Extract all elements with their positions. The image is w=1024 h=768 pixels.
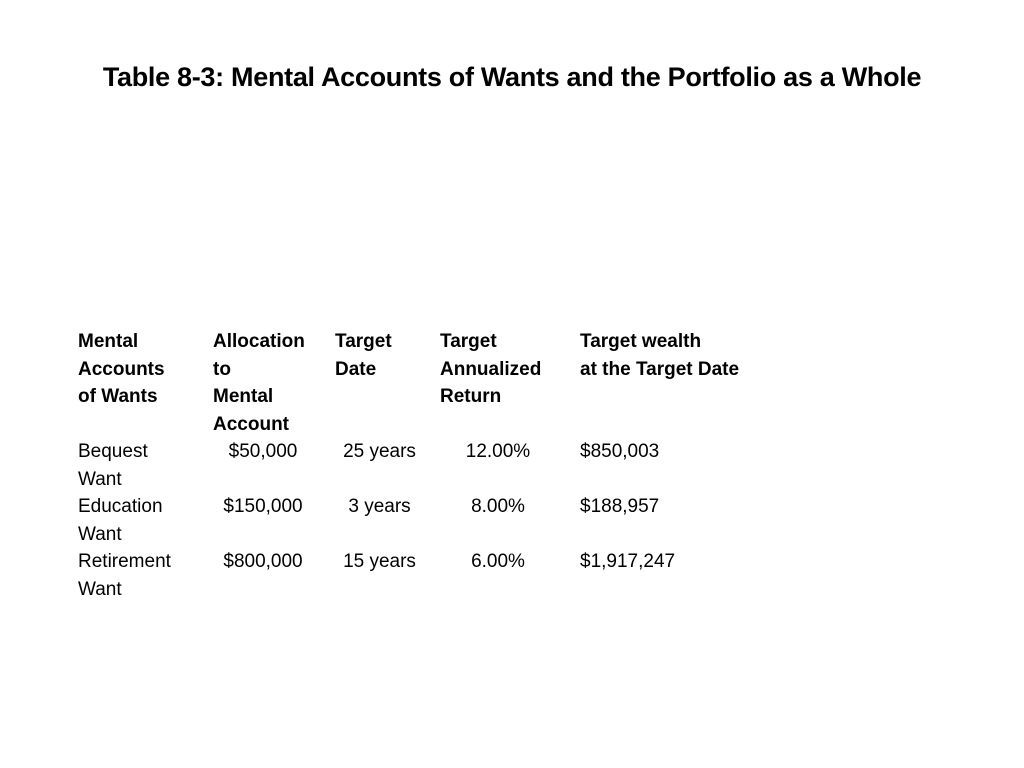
- table-row: [78, 493, 780, 548]
- cell-want: Retirement Want: [78, 551, 171, 600]
- mental-accounts-table: [78, 328, 780, 603]
- cell-allocation: $50,000: [228, 441, 298, 462]
- cell-want: Bequest Want: [78, 441, 148, 490]
- cell-target-return: 8.00%: [471, 496, 525, 517]
- page-title: Table 8-3: Mental Accounts of Wants and the Portfolio as a Whole: [102, 62, 922, 92]
- cell-target-date: 25 years: [343, 441, 416, 462]
- header-mental-accounts: Mental Accounts of Wants: [78, 331, 165, 407]
- cell-target-wealth: $188,957: [580, 496, 660, 517]
- table-header-row: [78, 328, 780, 438]
- header-allocation: Allocation to Mental Account: [213, 331, 305, 435]
- header-target-wealth: Target wealth at the Target Date: [580, 331, 740, 380]
- cell-target-date: 3 years: [348, 496, 411, 517]
- cell-target-wealth: $1,917,247: [580, 551, 676, 572]
- cell-allocation: $800,000: [223, 551, 303, 572]
- cell-target-date: 15 years: [343, 551, 416, 572]
- cell-target-wealth: $850,003: [580, 441, 660, 462]
- cell-target-return: 12.00%: [465, 441, 531, 462]
- cell-allocation: $150,000: [223, 496, 303, 517]
- cell-want: Education Want: [78, 496, 163, 545]
- cell-target-return: 6.00%: [471, 551, 525, 572]
- header-target-date: Target Date: [335, 331, 392, 380]
- table-row: [78, 548, 780, 603]
- table-row: [78, 438, 780, 493]
- header-target-return: Target Annualized Return: [440, 331, 542, 407]
